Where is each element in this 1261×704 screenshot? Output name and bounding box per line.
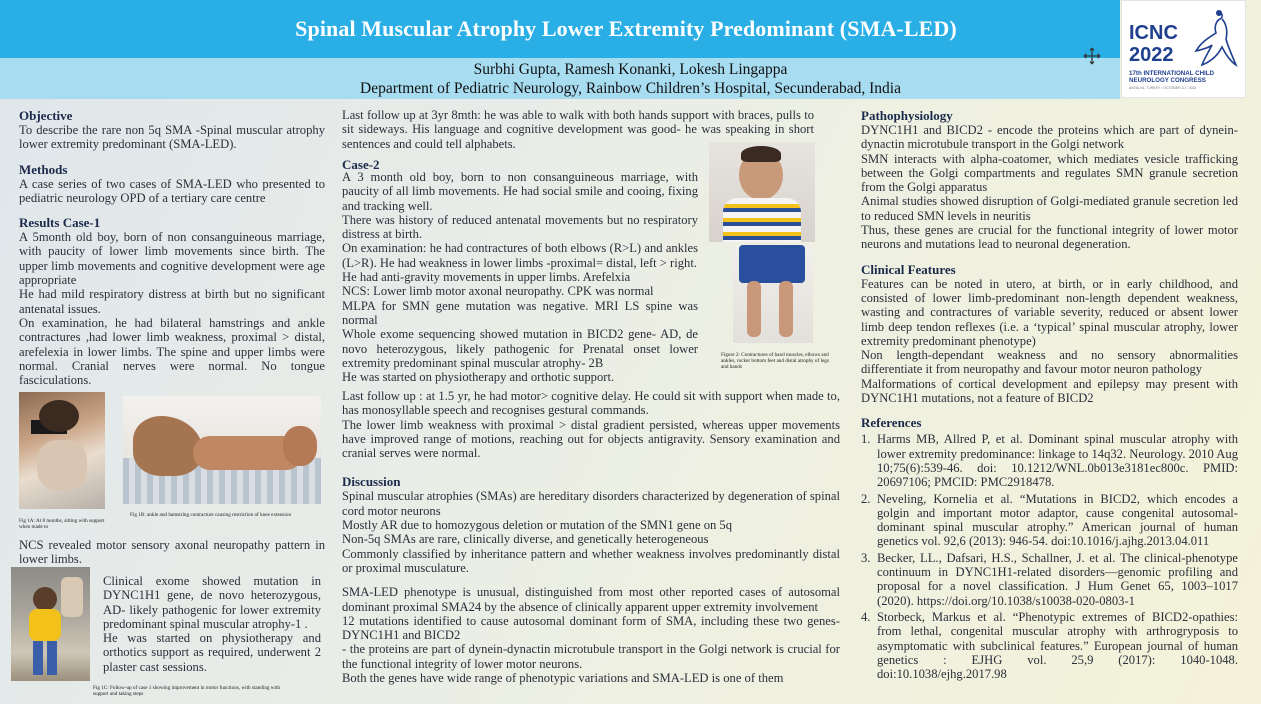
- reference-item: 3. Becker, LL., Dafsari, H.S., Schallner, J. et al. The clinical-phenotype continuum in DYNC1H1-related disorders—genomic profiling and proposal for a novel classification. J Hum Genet 65, 1003–1017 (2020). https://doi.org/10.1038/s10038-020-0803-1: [861, 550, 1238, 608]
- affiliation: Department of Pediatric Neurology, Rainbow Children’s Hospital, Secunderabad, India: [360, 80, 901, 97]
- patho-text-1: DYNC1H1 and BICD2 - encode the proteins which are part of dynein-dynactin microtubule transport in the Golgi network: [861, 123, 1238, 152]
- discussion-text-8: Both the genes have wide range of phenotypic variations and SMA-LED is one of them: [342, 671, 784, 686]
- logo-line1: ICNC: [1129, 22, 1178, 44]
- discussion-text-7: - the proteins are part of dynein-dynactin microtubule transport in the Golgi network is crucial for the functional integrity of lower motor neurons.: [342, 642, 840, 671]
- poster-title: Spinal Muscular Atrophy Lower Extremity Predominant (SMA-LED): [295, 16, 957, 41]
- patho-heading: Pathophysiology: [861, 108, 953, 123]
- exome-block: [103, 574, 321, 674]
- reference-item: 2. Neveling, Kornelia et al. “Mutations in BICD2, which encodes a golgin and important motor adaptor, cause congenital autosomal-dominant spinal muscular atrophy.” American journal of human genetics vol. 92,6 (2013): 946-54. doi:10.1016/j.ajhg.2013.04.011: [861, 491, 1238, 549]
- author-block: [0, 60, 1261, 98]
- results-text-1: A 5month old boy, born of non consanguineous marriage, with paucity of lower limb movements since birth. The upper limb movements and cognitive development were age appropriate: [19, 230, 325, 288]
- case2-text-2: There was history of reduced antenatal movements but no respiratory distress at birth.: [342, 212, 698, 242]
- logo-line4: ANTALYA, TURKEY • OCTOBER 3-7, 2022: [1129, 86, 1197, 90]
- discussion-text-6: 12 mutations identified to cause autosomal dominant form of SMA, including these two genes- DYNC1H1 and BICD2: [342, 613, 840, 643]
- case2-text-4: He had anti-gravity movements in upper limbs. Arefelxia: [342, 270, 631, 285]
- objective-text: To describe the rare non 5q SMA -Spinal muscular atrophy lower extremity predominant (SMA-LED).: [19, 123, 325, 152]
- discussion-text-2: Mostly AR due to homozygous deletion or mutation of the SMN1 gene on 5q: [342, 518, 733, 533]
- followup-text-2: Last follow up : at 1.5 yr, he had motor> cognitive delay. He could sit with support when made to, has monosyllable speech and recognises gestural commands.: [342, 389, 840, 418]
- case2-text-8: He was started on physiotherapy and orthotic support.: [342, 370, 615, 385]
- patho-text-4: Thus, these genes are crucial for the functional integrity of lower motor neurons and mutations lead to neuronal degeneration.: [861, 223, 1238, 252]
- discussion-text-4: Commonly classified by inheritance pattern and whether weakness involves predominantly distal or proximal musculature.: [342, 546, 840, 575]
- discussion-text-3: Non-5q SMAs are rare, clinically diverse, and genetically heterogeneous: [342, 532, 709, 547]
- case2-text-6: MLPA for SMN gene mutation was negative. MRI LS spine was normal: [342, 298, 698, 327]
- discussion-heading: Discussion: [342, 474, 401, 490]
- case2-text-7: Whole exome sequencing showed mutation in BICD2 gene- AD, de novo heterozygous, likely pathogenic for Prenatal onset lower extremity predominant spinal muscular atrophy- 2B: [342, 327, 698, 370]
- icnc-logo: [1121, 0, 1246, 98]
- column-left: [19, 108, 325, 387]
- followup-text-3: The lower limb weakness with proximal > distal gradient persisted, whereas upper movements have improved range of motions, reaching out for objects antigravity. Sensory examination and cranial serves were normal.: [342, 417, 840, 461]
- case2-heading: Case-2: [342, 156, 380, 172]
- results-heading: Results Case-1: [19, 215, 101, 231]
- fig1a-photo: [19, 392, 105, 509]
- results-text-2: He had mild respiratory distress at birth but no significant antenatal issues.: [19, 287, 325, 316]
- patho-text-3: Animal studies showed disruption of Golgi-mediated granule secretion led to reduced SMN levels in neuritis: [861, 194, 1238, 223]
- methods-text: A case series of two cases of SMA-LED who presented to pediatric neurology OPD of a tertiary care centre: [19, 176, 325, 205]
- ncs-block: [19, 538, 325, 567]
- followup-text-1: Last follow up at 3yr 8mth: he was able to walk with both hands support with braces, pulls to sit sideways. His language and cognitive development was good- he was speaking in short sentences and could tell alphabets.: [342, 108, 814, 151]
- clinical-text-1: Features can be noted in utero, at birth, or in early childhood, and consisted of lower limb-predominant non-length dependent weakness, wasting and contractures of variable severity, reduced or absent lower limb deep tendon reflexes (i.e. a ‘typical’ spinal muscular atrophy, lower extremity predominant phenotype): [861, 276, 1238, 348]
- logo-line2: 2022: [1129, 44, 1174, 66]
- authors: Surbhi Gupta, Ramesh Konanki, Lokesh Lingappa: [473, 61, 788, 78]
- column-right: [861, 108, 1238, 681]
- logo-line3: 17th INTERNATIONAL CHILD NEUROLOGY CONGRESS: [1129, 70, 1215, 84]
- exome-text: Clinical exome showed mutation in DYNC1H1 gene, de novo heterozygous, AD- likely pathogenic for lower extremity predominant spinal muscular atrophy-1 .: [103, 574, 321, 631]
- references-heading: References: [861, 415, 922, 431]
- fig2-caption: Figure 2: Contractures of hand muscles, elbows and ankles, rocker bottom feet and distal atrophy of legs and hands: [721, 352, 829, 370]
- results-text-3: On examination, he had bilateral hamstrings and ankle contractures ,had lower limb weakness, proximal > distal, arefelexia in lower limbs. The spine and upper limbs were normal. Cranial nerves were normal. No tongue fasciculations.: [19, 315, 325, 388]
- clinical-text-2: Non length-dependant weakness and no sensory abnormalities differentiate it from neuropathy and favour motor neuron pathology: [861, 348, 1238, 377]
- case2-block: [342, 170, 698, 384]
- discussion-text-5: SMA-LED phenotype is unusual, distinguished from most other reported cases of autosomal dominant proximal SMA24 by the absence of clinically apparent upper extremity involvement: [342, 585, 840, 614]
- dervish-icon: [1188, 7, 1240, 69]
- reference-item: 1. Harms MB, Allred P, et al. Dominant spinal muscular atrophy with lower extremity predominance: linkage to 14q32. Neurology. 2010 Aug 10;75(6):539-46. doi: 10.1212/WNL.0b013e3181ec800c. PMID: 20697106; PMCID: PMC2918478.: [861, 432, 1238, 490]
- fig1c-photo: [11, 567, 90, 681]
- reference-item: 4. Storbeck, Markus et al. “Phenotypic extremes of BICD2-opathies: from lethal, congenital muscular atrophy with arthrogryposis to asymptomatic with subclinical features.” European journal of human genetics : EJHG vol. 25,9 (2017): 1040-1048. doi:10.1038/ejhg.2017.98: [861, 609, 1238, 682]
- physio-text: He was started on physiotherapy and orthotics support as required, underwent 2 plaster cast sessions.: [103, 631, 321, 674]
- case2-text-3: On examination: he had contractures of both elbows (R>L) and ankles (L>R). He had weakness in lower limbs -proximal= distal, left > right.: [342, 241, 698, 270]
- discussion-text-1: Spinal muscular atrophies (SMAs) are hereditary disorders characterized by degeneration of spinal cord motor neurons: [342, 489, 840, 518]
- case2-text-1: A 3 month old boy, born to non consanguineous marriage, with paucity of all limb movements. He had social smile and cooing, fixing and tracking well.: [342, 170, 698, 213]
- fig1b-photo: [123, 396, 321, 504]
- clinical-text-3: Malformations of cortical development and epilepsy may present with DYNC1H1 mutations, not a feature of BICD2: [861, 376, 1238, 406]
- ncs-text: NCS revealed motor sensory axonal neuropathy pattern in lower limbs.: [19, 538, 325, 567]
- fig1c-caption: Fig 1C: Follow-up of case 1 showing improvement in motor functions, with standing with support and taking steps: [93, 685, 281, 697]
- case2-text-5: NCS: Lower limb motor axonal neuropathy. CPK was normal: [342, 284, 654, 299]
- objective-heading: Objective: [19, 108, 73, 123]
- fig2-photo-top: [709, 142, 815, 242]
- references-list: [861, 432, 1238, 681]
- methods-heading: Methods: [19, 161, 68, 177]
- patho-text-2: SMN interacts with alpha-coatomer, which mediates vesicle trafficking between the Golgi compartments and regulates SMN granule secretion from the Golgi apparatus: [861, 151, 1238, 195]
- clinical-heading: Clinical Features: [861, 261, 956, 277]
- fig2-photo-bottom: [733, 245, 813, 343]
- move-cursor-icon: [1083, 47, 1101, 65]
- fig1a-caption: Fig 1A: At 8 months, sitting with support when made to: [19, 518, 105, 530]
- fig1b-caption: Fig 1B: ankle and hamstring contracture causing restriction of knee extension: [130, 512, 292, 518]
- followup-block: [342, 389, 840, 685]
